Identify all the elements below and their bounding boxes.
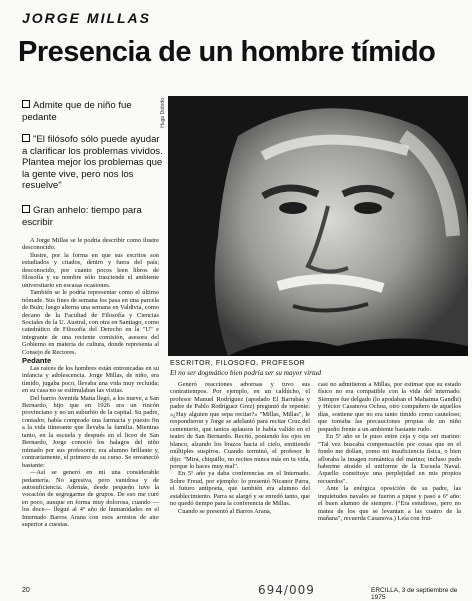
portrait-illustration [168, 96, 468, 356]
column-3 [318, 381, 461, 523]
paragraph: Ilustre, por la forma en que sus escritos son estudiados y citados, dentro y fuera del país; desconocido, por cuanto pocos leen libros de filosofía y su nombre sólo trasciende el ambiente universitario en escasas ocasiones. [22, 251, 159, 289]
photo-credit: Hugo Dobrdo [160, 98, 166, 128]
kicker-3 [22, 205, 164, 228]
article-headline: Presencia de un hombre tímido [18, 36, 436, 68]
kicker-1 [22, 100, 164, 123]
page-number: 20 [22, 587, 30, 594]
checkbox-icon [22, 205, 30, 213]
checkbox-icon [22, 100, 30, 108]
column-1 [22, 237, 159, 529]
paragraph: Las raíces de los hombres están entroncadas en su infancia y adolescencia. Jorge Millas, de niño, era tímido, jugaba poco, llevaba una vida muy recluida; en su casa no se estimulaban las visitas. [22, 364, 159, 395]
author-name: JORGE MILLAS [22, 10, 152, 26]
photo-caption-title: ESCRITOR, FILOSOFO, PROFESOR [170, 360, 306, 367]
paragraph: —Así se generó en mí una considerable pedantería. No agresiva, pero vanidosa y de autosuficiencia. Además, desde pequeño tuve la vocación de segregarme de grupos. De eso me curé en poco, aunque en forma muy dolorosa, cuando —los doce— llegué al 4º año de humanidades en el Internado Barros Arana con esos arrestos de aire superior a cuestas. [22, 469, 159, 529]
handwritten-note: 694/009 [258, 583, 315, 597]
paragraph: Del barrio Avenida Matta llegó, a los nueve, a San Bernardo, hijo que en 1926 era un rincón provinciano y no un suburbio de la capital. Su padre, contador, había comprado una farmacia y puesto fin a la vida itinerante que llevaba la familia. Mientras tanto, en la escuela y después en el liceo de San Bernardo, Jorge conoció los halagos del niño mimado por sus profesores; era alumno brillante y, contrariamente, el primero de su curso. Se envaneció bastante: [22, 394, 159, 469]
paragraph: También se le podría representar como el último nómade. Sus fines de semana los pasa en una parcela de Buin; luego alterna una semana en Valdivia, como decano de la Facultad de Filosofía y Ciencias Sociales de la U. Austral, con otra en Santiago, como catedrático de Filosofía del Derecho en la "U" e integrante de una reciente comisión, asesora del Gobierno en materia de cultura, donde representa al Consejo de Rectores. [22, 289, 159, 356]
paragraph: A Jorge Millas se le podría describir como ilustre desconocido. [22, 237, 159, 252]
paragraph: En 5º año ya daba conferencias en el Internado. Sobre Freud, por ejemplo: lo presentó Nicanor Parra, el futuro antipoeta, que también era alumno del establecimiento. Parra se alargó y se enredó tanto, que no quedó tiempo para la conferencia de Millas. [170, 470, 310, 508]
subhead: Pedante [22, 356, 52, 366]
kicker-text: Gran anhelo: tiempo para escribir [22, 205, 142, 228]
paragraph: En 5º año se le puso entre ceja y ceja ser marino: "Tal vez buscaba compensación por cosas que en el fondo me dolían, como mi insuficiencia física, o bien afloraba la imagen romántica del marino; incluso pudo haberme atraído el uniforme de la Escuela Naval. Aquello constituye una perplejidad en mis propios recuerdos". [318, 433, 461, 485]
checkbox-icon [22, 134, 30, 142]
paragraph: casi no admitieron a Millas, por estimar que su estado físico no era compatible con la vida del internado. Siempre fue delgado (lo apodaban el Mahatma Gandhi) y Héctor Casanova Ochoa, otro compañero de aquellos días, sostiene que no era tanto tímido como cauteloso; que tomaba las precauciones propias de un niño pequeño frente a un ambiente bastante rudo. [318, 381, 461, 433]
kicker-2 [22, 134, 164, 192]
paragraph: Ante la enérgica oposición de su padre, las inquietudes navales se fueron a pique y pasó a 6º año: el buen alumno de siempre. ("Era estudioso, pero no matea de los que se levantan a las cuatro de la mañana", recuerda Casanova.) Leía con frui- [318, 485, 461, 523]
issue-footer: ERCILLA, 3 de septiembre de 1975 [371, 587, 458, 601]
photo-caption-subtitle: El no ser dogmático bien podría ser su mayor virtud [170, 369, 322, 377]
kicker-text: Admite que de niño fue pedante [22, 100, 132, 123]
paragraph: Cuando se presentó al Barros Arana, [178, 507, 272, 515]
column-2 [170, 381, 310, 515]
portrait-photo [168, 96, 468, 356]
paragraph: Generó reacciones adversas y tuvo sus contratiempos. Por ejemplo, en un caldúcho, el profesor Manuel Rodríguez (apodado El Barrabás y padre de Pablo Rodríguez Grez) preguntó de repente: «¿Hay alguien que sepa recitar?» "Millas, Millas", le respondieron y Jorge se adelantó para recitar Cruz del cementerio, que tantos aplausos le había valido en el teatro de San Bernardo. Recitó, poniendo los ojos en blanco, alzando los brazos hacia el cielo, emitiendo múltiples suspiros. Cuando terminó, el profesor le dijo: "Mira, chiquillo, no recites nunca más en tu vida, porque lo haces muy mal". [170, 381, 310, 470]
kicker-text: "El filósofo sólo puede ayudar a clarificar los problemas vividos. Plantea mejor los problemas que la gente vive, pero nos los resuelve" [22, 134, 163, 191]
